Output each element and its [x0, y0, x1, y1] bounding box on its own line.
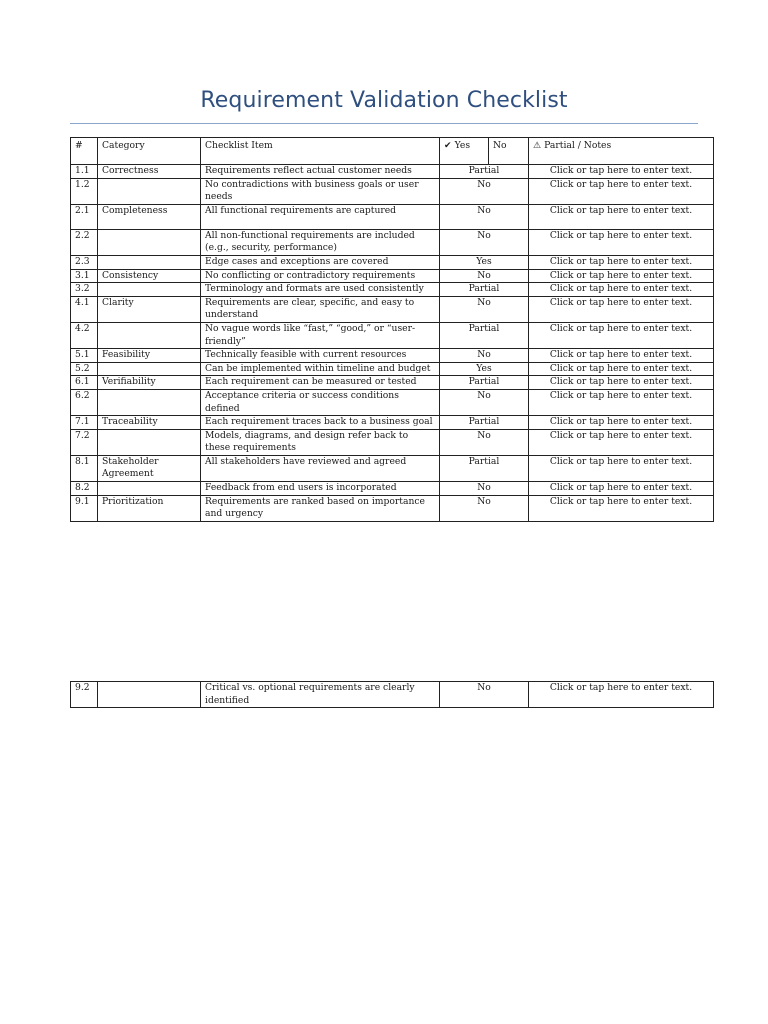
header-no: No [489, 138, 529, 165]
status-dropdown[interactable]: No [440, 204, 529, 229]
row-checklist-item: Terminology and formats are used consistently [201, 283, 440, 297]
table-row [71, 283, 714, 297]
row-number: 2.1 [71, 204, 98, 229]
row-number: 8.2 [71, 482, 98, 496]
status-dropdown[interactable]: No [440, 389, 529, 415]
row-category [98, 482, 201, 496]
row-checklist-item: Critical vs. optional requirements are clearly identified [201, 682, 440, 708]
notes-field[interactable]: Click or tap here to enter text. [529, 165, 714, 179]
row-checklist-item: Acceptance criteria or success conditions defined [201, 389, 440, 415]
row-checklist-item: Feedback from end users is incorporated [201, 482, 440, 496]
row-number: 5.1 [71, 349, 98, 363]
status-dropdown[interactable]: No [440, 269, 529, 283]
checklist-table-continued [70, 681, 714, 708]
header-checklist-item: Checklist Item [201, 138, 440, 165]
notes-field[interactable]: Click or tap here to enter text. [529, 429, 714, 455]
status-dropdown[interactable]: Partial [440, 322, 529, 348]
row-number: 1.2 [71, 178, 98, 204]
row-category [98, 322, 201, 348]
table-row [71, 376, 714, 390]
table-row [71, 349, 714, 363]
status-dropdown[interactable]: No [440, 229, 529, 255]
status-dropdown[interactable]: Partial [440, 376, 529, 390]
notes-field[interactable]: Click or tap here to enter text. [529, 389, 714, 415]
status-dropdown[interactable]: No [440, 296, 529, 322]
row-number: 2.3 [71, 255, 98, 269]
table-row [71, 482, 714, 496]
row-checklist-item: All non-functional requirements are included (e.g., security, performance) [201, 229, 440, 255]
notes-field[interactable]: Click or tap here to enter text. [529, 416, 714, 430]
table-row [71, 362, 714, 376]
row-category [98, 389, 201, 415]
row-number: 4.2 [71, 322, 98, 348]
row-number: 5.2 [71, 362, 98, 376]
status-dropdown[interactable]: Yes [440, 255, 529, 269]
status-dropdown[interactable]: Partial [440, 283, 529, 297]
row-category: Traceability [98, 416, 201, 430]
notes-field[interactable]: Click or tap here to enter text. [529, 283, 714, 297]
row-checklist-item: All stakeholders have reviewed and agreed [201, 455, 440, 481]
status-dropdown[interactable]: No [440, 178, 529, 204]
notes-field[interactable]: Click or tap here to enter text. [529, 482, 714, 496]
table-row [71, 178, 714, 204]
status-dropdown[interactable]: Partial [440, 165, 529, 179]
table-row [71, 296, 714, 322]
notes-field[interactable]: Click or tap here to enter text. [529, 362, 714, 376]
row-category: Correctness [98, 165, 201, 179]
header-partial-notes: ⚠ Partial / Notes [529, 138, 714, 165]
notes-field[interactable]: Click or tap here to enter text. [529, 455, 714, 481]
checklist-table [70, 137, 714, 522]
row-checklist-item: Technically feasible with current resources [201, 349, 440, 363]
notes-field[interactable]: Click or tap here to enter text. [529, 296, 714, 322]
table-row [71, 322, 714, 348]
table-row [71, 165, 714, 179]
row-category [98, 682, 201, 708]
row-number: 8.1 [71, 455, 98, 481]
table-row [71, 429, 714, 455]
row-category: Stakeholder Agreement [98, 455, 201, 481]
table-row [71, 416, 714, 430]
row-category [98, 229, 201, 255]
notes-field[interactable]: Click or tap here to enter text. [529, 204, 714, 229]
row-category [98, 429, 201, 455]
row-category: Feasibility [98, 349, 201, 363]
row-number: 7.1 [71, 416, 98, 430]
notes-field[interactable]: Click or tap here to enter text. [529, 349, 714, 363]
row-category [98, 178, 201, 204]
row-number: 2.2 [71, 229, 98, 255]
notes-field[interactable]: Click or tap here to enter text. [529, 269, 714, 283]
row-category: Completeness [98, 204, 201, 229]
row-number: 6.2 [71, 389, 98, 415]
notes-field[interactable]: Click or tap here to enter text. [529, 255, 714, 269]
row-category: Prioritization [98, 495, 201, 521]
row-category [98, 362, 201, 376]
row-checklist-item: Models, diagrams, and design refer back to these requirements [201, 429, 440, 455]
row-checklist-item: No contradictions with business goals or user needs [201, 178, 440, 204]
row-number: 9.1 [71, 495, 98, 521]
notes-field[interactable]: Click or tap here to enter text. [529, 178, 714, 204]
table-row [71, 389, 714, 415]
status-dropdown[interactable]: No [440, 482, 529, 496]
table-header-row [71, 138, 714, 165]
row-checklist-item: Requirements are ranked based on importance and urgency [201, 495, 440, 521]
table-row [71, 269, 714, 283]
table-row [71, 495, 714, 521]
notes-field[interactable]: Click or tap here to enter text. [529, 229, 714, 255]
header-category: Category [98, 138, 201, 165]
title-underline [70, 123, 698, 124]
row-number: 7.2 [71, 429, 98, 455]
row-number: 9.2 [71, 682, 98, 708]
notes-field[interactable]: Click or tap here to enter text. [529, 682, 714, 708]
status-dropdown[interactable]: Partial [440, 416, 529, 430]
row-checklist-item: Each requirement traces back to a business goal [201, 416, 440, 430]
row-number: 3.1 [71, 269, 98, 283]
table-row [71, 229, 714, 255]
row-number: 6.1 [71, 376, 98, 390]
status-dropdown[interactable]: No [440, 682, 529, 708]
row-checklist-item: Requirements reflect actual customer needs [201, 165, 440, 179]
status-dropdown[interactable]: Partial [440, 455, 529, 481]
header-yes: ✔ Yes [440, 138, 489, 165]
table-row [71, 455, 714, 481]
row-category [98, 255, 201, 269]
row-checklist-item: No conflicting or contradictory requirements [201, 269, 440, 283]
row-checklist-item: All functional requirements are captured [201, 204, 440, 229]
notes-field[interactable]: Click or tap here to enter text. [529, 495, 714, 521]
status-dropdown[interactable]: Yes [440, 362, 529, 376]
header-number: # [71, 138, 98, 165]
page-title: Requirement Validation Checklist [200, 88, 568, 113]
status-dropdown[interactable]: No [440, 349, 529, 363]
row-checklist-item: Can be implemented within timeline and budget [201, 362, 440, 376]
table-row [71, 255, 714, 269]
table-row [71, 204, 714, 229]
row-category [98, 283, 201, 297]
row-category: Clarity [98, 296, 201, 322]
row-number: 4.1 [71, 296, 98, 322]
row-checklist-item: Each requirement can be measured or tested [201, 376, 440, 390]
row-number: 1.1 [71, 165, 98, 179]
row-number: 3.2 [71, 283, 98, 297]
row-checklist-item: No vague words like “fast,” “good,” or “user-friendly” [201, 322, 440, 348]
notes-field[interactable]: Click or tap here to enter text. [529, 322, 714, 348]
row-category: Verifiability [98, 376, 201, 390]
notes-field[interactable]: Click or tap here to enter text. [529, 376, 714, 390]
row-checklist-item: Edge cases and exceptions are covered [201, 255, 440, 269]
row-checklist-item: Requirements are clear, specific, and easy to understand [201, 296, 440, 322]
status-dropdown[interactable]: No [440, 429, 529, 455]
status-dropdown[interactable]: No [440, 495, 529, 521]
row-category: Consistency [98, 269, 201, 283]
table-row [71, 682, 714, 708]
